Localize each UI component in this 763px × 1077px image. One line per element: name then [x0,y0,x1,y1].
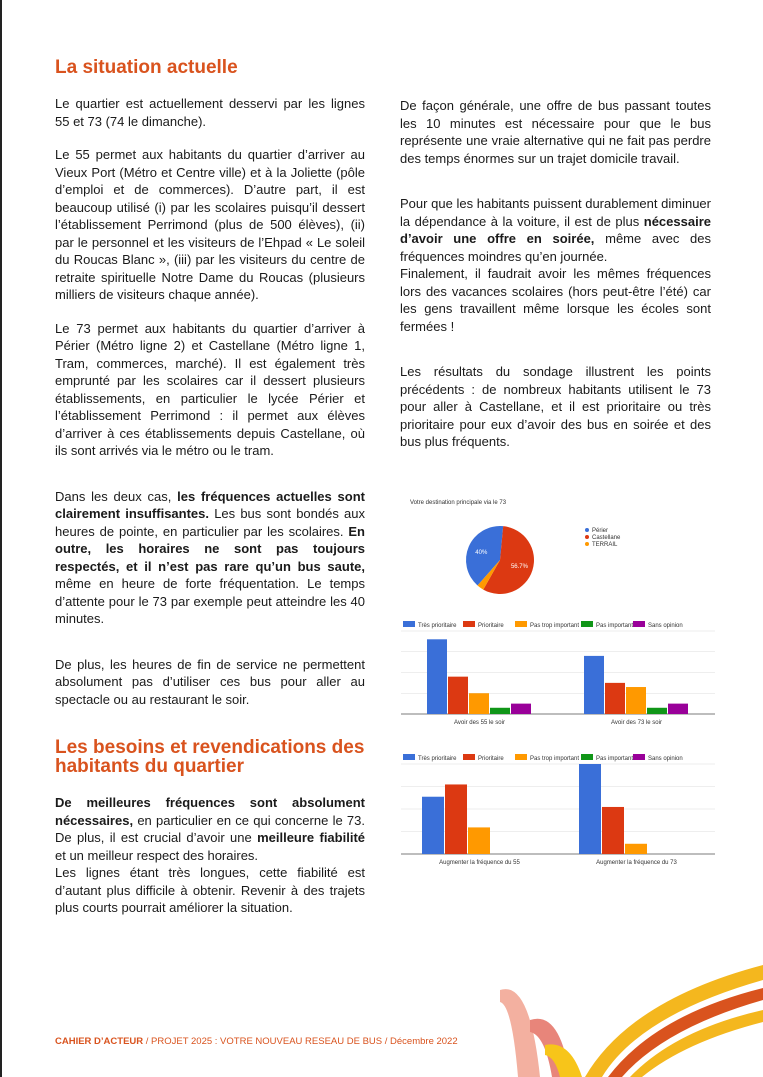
text: Les bus sont bondés aux heures de pointe, en particulier par les scolaires. [55,506,365,539]
pie-slice-label: 40% [475,549,488,556]
legend-label: Pas trop important [530,756,580,762]
paragraph: Les lignes étant très longues, cette fiabilité est d’autant plus difficile à obtenir. Revenir à des trajets plus courts pourrait améliorer la situation. [55,865,365,915]
bar-chart-frequency [395,750,725,868]
paragraph [55,794,365,864]
text: Dans les deux cas, [55,488,178,504]
legend-label: Sans opinion [648,756,683,762]
bar-chart-evening [395,617,725,729]
bar [468,827,490,854]
legend-label: Prioritaire [478,756,504,762]
paragraph: Les résultats du sondage illustrent les points précédents : de nombreux habitants utilisent le 73 pour aller à Castellane, et il est prioritaire ou très prioritaire pour eux d’avoir des bus en soirée et des bus plus fréquents. [400,364,711,449]
x-tick-label: Augmenter la fréquence du 73 [596,860,677,866]
legend-swatch [633,621,645,627]
text: même en heure de forte fréquentation. Le temps d’attente pour le 73 par exemple peut atteindre les 40 minutes. [55,576,365,626]
legend-swatch [581,621,593,627]
text: même avec des fréquences moindres qu’en journée. [400,231,712,264]
paragraph: De plus, les heures de fin de service ne permettent absolument pas d’utiliser ces bus pour aller au spectacle ou au restaurant le soir. [55,656,365,707]
bar [445,784,467,854]
paragraph: Finalement, il faudrait avoir les mêmes fréquences lors des vacances scolaires (hors peut-être l’été) car les gens travaillent même lorsque les écoles sont fermées ! [400,266,711,334]
bar [602,807,624,854]
bold-text: De meilleures fréquences sont absolument nécessaires, [55,795,365,828]
x-tick-label: Augmenter la fréquence du 55 [439,860,520,866]
bar [668,704,688,714]
legend-label: Prioritaire [478,623,504,629]
bar [605,683,625,714]
text: et un meilleur respect des horaires. [55,847,259,863]
x-tick-label: Avoir des 73 le soir [611,720,662,726]
decorative-stripes-graphic [490,960,763,1077]
right-column [400,97,711,467]
chart-title: Votre destination principale via le 73 [410,500,507,506]
legend-label: Très prioritaire [418,623,457,629]
paragraph: De façon générale, une offre de bus passant toutes les 10 minutes est nécessaire pour que le bus représente une vraie alternative qui ne fait pas perdre des temps énormes sur un trajet domicile travail. [400,98,711,166]
bold-text: En outre, les horaires ne sont pas toujours respectés, et il n’est pas rare qu’un bus saute, [55,523,365,574]
bold-text: nécessaire d’avoir une offre en soirée, [400,213,711,246]
paragraph [400,195,711,265]
pie-slice-label: 56.7% [510,564,528,571]
bar [511,704,531,714]
paragraph [55,488,365,628]
footer-brand: CAHIER D’ACTEUR [55,1036,144,1047]
legend-swatch [463,754,475,760]
bar [448,677,468,714]
text: en particulier en ce qui concerne le 73. De plus, il est crucial d’avoir une [55,812,365,845]
legend-swatch [403,754,415,760]
legend-label: Périer [592,528,609,534]
bar [422,797,444,854]
page-edge-line [0,0,2,1077]
bold-text: meilleure fiabilité [257,830,366,845]
bar [579,764,601,854]
bar-chart-evening-svg [395,617,725,729]
bar [647,708,667,714]
legend-label: Pas important [596,623,634,629]
legend-label: Pas trop important [530,623,580,629]
footer-text: / PROJET 2025 : VOTRE NOUVEAU RESEAU DE BUS / Décembre 2022 [143,1036,458,1047]
legend-label: Sans opinion [648,623,683,629]
section-title-besoins: Les besoins et revendications des habitants du quartier [55,737,365,777]
legend-swatch [463,621,475,627]
bar [469,693,489,714]
section-title-situation: La situation actuelle [55,57,238,78]
bar [490,708,510,714]
legend-swatch [633,754,645,760]
legend-label: Très prioritaire [418,756,457,762]
paragraph: Le quartier est actuellement desservi par les lignes 55 et 73 (74 le dimanche). [55,96,365,129]
left-column [55,58,365,933]
bar-chart-frequency-svg [395,750,725,868]
bar [625,844,647,854]
legend-label: TERRAIL [592,542,618,548]
x-tick-label: Avoir des 55 le soir [454,720,505,726]
legend-marker [585,535,589,539]
legend-swatch [581,754,593,760]
legend-marker [585,542,589,546]
legend-label: Pas important [596,756,634,762]
paragraph: Le 55 permet aux habitants du quartier d’arriver au Vieux Port (Métro et Centre ville) et à la Joliette (pôle d’emploi et de commerces). D’autre part, il est beaucoup utilisé (i) par les scolaires puisqu’il dessert l’établissement Perrimond (plus de 500 élèves), (ii) par le personnel et les visiteurs de l’Ehpad « Le soleil du Roucas Blanc », (iii) par les visiteurs du centre de retraite spirituelle Notre Dame du Roucas (plusieurs milliers de visiteurs chaque année). [55,147,365,302]
footer [55,1036,458,1047]
legend-swatch [515,754,527,760]
pie-chart-svg [400,492,720,602]
legend-marker [585,528,589,532]
legend-swatch [515,621,527,627]
bar [584,656,604,714]
pie-chart-destination [400,492,720,602]
legend-swatch [403,621,415,627]
bar [626,687,646,714]
bar [427,639,447,714]
bold-text: les fréquences actuelles sont clairement insuffisantes. [55,488,365,521]
paragraph: Le 73 permet aux habitants du quartier d’arriver à Périer (Métro ligne 2) et Castellane (Métro ligne 1, Tram, commerces, marché). Il est également très emprunté par les scolaires car il dessert plusieurs établissements, en particulier le lycée Périer et l’établissement Perrimond : il permet aux élèves d’arriver à ces établissements depuis Castellane, où ils sont arrivés via le métro ou le tram. [55,320,365,458]
text: Pour que les habitants puissent durablement diminuer la dépendance à la voiture, il est de plus [400,196,711,229]
legend-label: Castellane [592,535,621,541]
